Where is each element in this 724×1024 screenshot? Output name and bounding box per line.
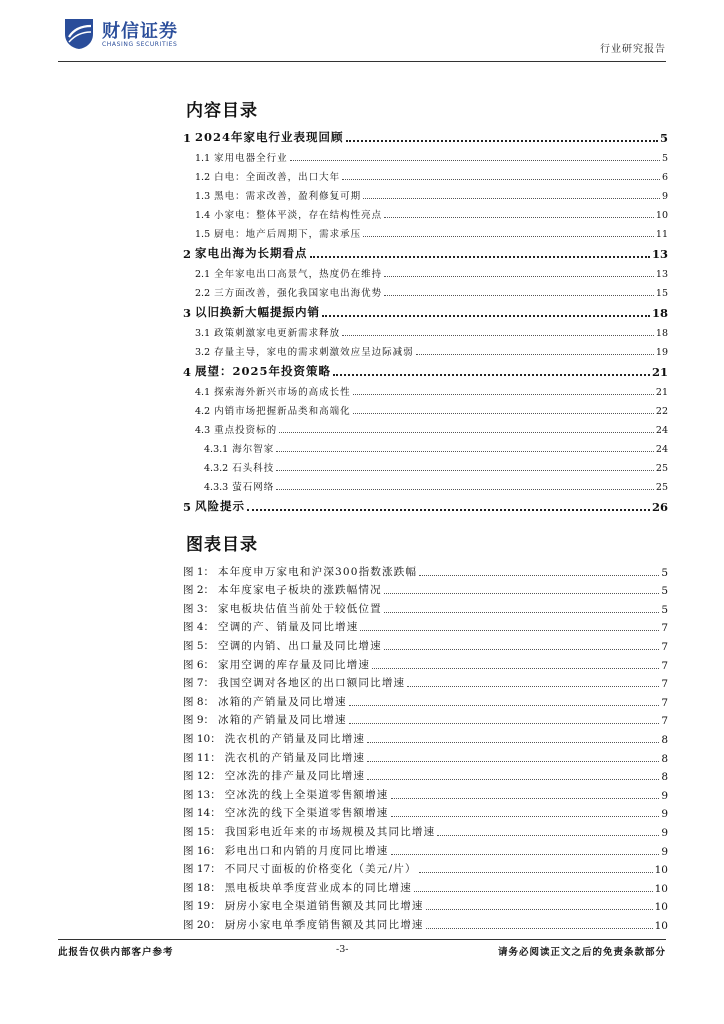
dot-leader [353,412,654,414]
toc-entry-number: 2 [183,247,192,261]
figure-entry-title: 厨房小家电全渠道销售额及其同比增速 [224,900,424,913]
footer-disclaimer-left: 此报告仅供内部客户参考 [58,947,174,958]
toc-entry[interactable] [183,145,668,164]
dot-leader [279,431,654,433]
figure-entry-page: 7 [661,659,668,672]
toc-entry-number: 1 [183,131,192,145]
toc-entry-number: 3.1 [195,328,211,339]
figure-entry-title: 本年度家电子板块的涨跌幅情况 [218,584,382,597]
toc-entry[interactable] [183,261,668,280]
toc-entry-number: 4.2 [195,406,211,417]
dot-leader [426,927,653,929]
figure-entry-label: 图 20： [183,918,221,931]
dot-leader [419,871,653,873]
figure-entry-page: 9 [661,826,668,839]
figure-entry-page: 7 [661,622,668,635]
dot-leader [372,667,659,669]
dot-leader [276,488,654,490]
toc-entry-title: 存量主导，家电的需求刺激效应呈边际减弱 [214,347,414,358]
figure-entry[interactable] [183,839,668,858]
dot-leader [360,629,659,631]
figure-entry[interactable] [183,783,668,802]
figure-entry[interactable] [183,858,668,877]
toc-entry-title: 政策刺激家电更新需求释放 [214,328,341,339]
toc-entry[interactable] [183,240,668,261]
figure-entry[interactable] [183,672,668,691]
figure-entry-page: 9 [661,808,668,821]
dot-leader [290,159,660,161]
figure-entry-title: 洗衣机的产销量及同比增速 [224,732,366,745]
toc-entry-title: 全年家电出口高景气，热度仍在维持 [214,269,383,280]
figure-entry-page: 8 [661,733,668,746]
toc-entry-number: 3.2 [195,347,211,358]
figure-entry-page: 8 [661,771,668,784]
toc-entry-title: 风险提示 [195,499,246,513]
figure-entry-label: 图 4： [183,621,215,634]
toc-entry-number: 2.1 [195,269,211,280]
toc-entry-page: 21 [651,365,668,379]
figure-entry[interactable] [183,820,668,839]
figure-entry-label: 图 13： [183,788,221,801]
logo-chinese-name: 财信证券 [102,21,178,42]
dot-leader [276,450,654,452]
toc-entry-number: 1.3 [195,191,211,202]
dot-leader [367,778,659,780]
figure-entry-title: 本年度申万家电和沪深300指数涨跌幅 [218,565,418,578]
toc-entry-title: 白电：全面改善，出口大年 [214,172,341,183]
figure-entry-page: 7 [661,715,668,728]
toc-entry[interactable] [183,124,668,145]
toc-entry-number: 5 [183,500,192,514]
toc-entry[interactable] [183,320,668,339]
figure-entry[interactable] [183,634,668,653]
toc-entry-number: 1.1 [195,153,211,164]
toc-entry-title: 海尔智家 [232,444,275,455]
toc-entry-title: 石头科技 [232,463,275,474]
figure-entry-page: 9 [661,845,668,858]
dot-leader [416,353,654,355]
figure-entry-title: 家电板块估值当前处于较低位置 [218,602,382,615]
toc-entry-page: 22 [655,406,668,417]
figure-entry-label: 图 3： [183,602,215,615]
toc-entry[interactable] [183,493,668,514]
dot-leader [363,235,654,237]
toc-entry-title: 萤石网络 [232,482,275,493]
toc-entry-title: 以旧换新大幅提振内销 [195,305,321,319]
dot-leader [346,139,658,142]
toc-entry-title: 探索海外新兴市场的高成长性 [214,387,351,398]
figure-entry-label: 图 14： [183,807,221,820]
toc-entry[interactable] [183,299,668,320]
figure-entry[interactable] [183,709,668,728]
dot-leader [342,178,660,180]
figure-entry[interactable] [183,597,668,616]
toc-entry-number: 4.3.2 [204,463,229,474]
toc-entry[interactable] [183,280,668,299]
report-type-label: 行业研究报告 [600,44,666,55]
toc-entry-page: 24 [655,425,668,436]
toc-entry-number: 2.2 [195,288,211,299]
figure-entry-label: 图 10： [183,732,221,745]
figure-entry-page: 5 [661,566,668,579]
figure-entry[interactable] [183,913,668,932]
dot-leader [349,722,660,724]
toc-entry-page: 5 [661,153,668,164]
chasing-securities-logo-icon [62,16,96,50]
dot-leader [419,574,659,576]
figure-entry-label: 图 19： [183,900,221,913]
toc-entry[interactable] [183,455,668,474]
figure-entry-title: 厨房小家电单季度销售额及其同比增速 [224,918,424,931]
toc-entry[interactable] [183,474,668,493]
figures-title: 图表目录 [186,535,258,555]
toc-entry-title: 黑电：需求改善，盈利修复可期 [214,191,362,202]
toc-entry-number: 1.2 [195,172,211,183]
toc-entry[interactable] [183,164,668,183]
toc-entry[interactable] [183,221,668,240]
dot-leader [384,648,659,650]
figure-entry-title: 彩电出口和内销的月度同比增速 [224,844,389,857]
figure-entry-title: 空冰洗的排产量及同比增速 [224,770,366,783]
figure-entry-title: 冰箱的产销量及同比增速 [218,695,347,708]
dot-leader [426,908,653,910]
figure-entry-label: 图 18： [183,881,221,894]
figure-entry[interactable] [183,765,668,784]
figure-entry-page: 10 [654,919,668,932]
figure-entry-page: 8 [661,752,668,765]
toc-entry-number: 4.1 [195,387,211,398]
toc-entry-number: 1.4 [195,210,211,221]
figure-entry-page: 9 [661,789,668,802]
page-number: -3- [336,944,349,955]
toc-entry-page: 21 [655,387,668,398]
figure-entry[interactable] [183,895,668,914]
figure-entry-title: 黑电板块单季度营业成本的同比增速 [224,881,412,894]
toc-entry-number: 4.3.1 [204,444,229,455]
figure-entry-title: 我国空调对各地区的出口额同比增速 [218,677,406,690]
toc-entry-title: 小家电：整体平淡，存在结构性亮点 [214,210,383,221]
figure-entry-title: 空调的内销、出口量及同比增速 [218,639,382,652]
toc-entry-number: 3 [183,306,192,320]
toc-entry-number: 1.5 [195,229,211,240]
figure-entry-label: 图 12： [183,770,221,783]
footer-disclaimer-right: 请务必阅读正文之后的免责条款部分 [497,947,666,958]
figure-entry-title: 我国彩电近年来的市场规模及其同比增速 [224,825,436,838]
dot-leader [363,197,660,199]
figure-entry[interactable] [183,727,668,746]
figure-entry-page: 7 [661,696,668,709]
toc-entry-title: 重点投资标的 [214,425,278,436]
toc-entry-page: 6 [661,172,668,183]
toc-title: 内容目录 [186,101,258,121]
dot-leader [384,294,654,296]
figure-entry-label: 图 1： [183,565,215,578]
list-of-figures [183,560,668,932]
figure-entry-page: 7 [661,640,668,653]
toc-entry[interactable] [183,379,668,398]
toc-entry[interactable] [183,202,668,221]
dot-leader [349,704,660,706]
table-of-contents [183,124,668,514]
dot-leader [391,797,660,799]
page-header [0,0,724,66]
figure-entry[interactable] [183,653,668,672]
dot-leader [414,890,653,892]
toc-entry-number: 4 [183,365,192,379]
footer-divider [58,939,666,940]
figure-entry-page: 10 [654,901,668,914]
toc-entry-page: 9 [661,191,668,202]
dot-leader [391,815,660,817]
toc-entry-title: 2024年家电行业表现回顾 [195,130,344,144]
dot-leader [367,741,659,743]
dot-leader [384,592,659,594]
toc-entry-title: 家电出海为长期看点 [195,246,308,260]
figure-entry-label: 图 9： [183,714,215,727]
toc-entry-title: 厨电：地产后周期下，需求承压 [214,229,362,240]
figure-entry[interactable] [183,616,668,635]
dot-leader [437,834,659,836]
figure-entry-page: 7 [661,678,668,691]
figure-entry-label: 图 15： [183,825,221,838]
toc-entry-page: 24 [655,444,668,455]
figure-entry-title: 空调的产、销量及同比增速 [218,621,359,634]
toc-entry[interactable] [183,339,668,358]
dot-leader [407,685,659,687]
dot-leader [384,216,654,218]
toc-entry-title: 三方面改善，强化我国家电出海优势 [214,288,383,299]
toc-entry-title: 家用电器全行业 [214,153,288,164]
figure-entry-label: 图 6： [183,658,215,671]
toc-entry-number: 4.3.3 [204,482,229,493]
figure-entry-label: 图 7： [183,677,215,690]
toc-entry-title: 内销市场把握新品类和高端化 [214,406,351,417]
dot-leader [353,393,654,395]
toc-entry[interactable] [183,398,668,417]
figure-entry-title: 冰箱的产销量及同比增速 [218,714,347,727]
figure-entry-label: 图 16： [183,844,221,857]
dot-leader [384,275,654,277]
toc-entry-number: 4.3 [195,425,211,436]
figure-entry-page: 10 [654,882,668,895]
toc-entry-page: 26 [651,500,668,514]
dot-leader [322,314,650,317]
toc-entry-page: 25 [655,463,668,474]
figure-entry-label: 图 5： [183,639,215,652]
figure-entry-title: 空冰洗的线下全渠道零售额增速 [224,807,389,820]
toc-entry-page: 19 [655,347,668,358]
dot-leader [342,334,654,336]
figure-entry-label: 图 17： [183,863,221,876]
dot-leader [333,373,650,376]
toc-entry-page: 11 [655,229,668,240]
figure-entry-page: 5 [661,585,668,598]
figure-entry-page: 10 [654,864,668,877]
figure-entry[interactable] [183,560,668,579]
header-divider [58,61,666,62]
toc-entry[interactable] [183,417,668,436]
figure-entry-title: 空冰洗的线上全渠道零售额增速 [224,788,389,801]
toc-entry-page: 13 [651,247,668,261]
dot-leader [367,760,659,762]
dot-leader [276,469,654,471]
toc-entry[interactable] [183,436,668,455]
dot-leader [247,508,650,511]
figure-entry-page: 5 [661,603,668,616]
dot-leader [384,611,659,613]
figure-entry-label: 图 8： [183,695,215,708]
figure-entry[interactable] [183,690,668,709]
figure-entry-title: 不同尺寸面板的价格变化（美元/片） [224,863,417,876]
toc-entry-title: 展望：2025年投资策略 [195,364,332,378]
figure-entry[interactable] [183,876,668,895]
toc-entry-page: 25 [655,482,668,493]
toc-entry-page: 13 [655,269,668,280]
dot-leader [310,255,650,258]
figure-entry[interactable] [183,802,668,821]
toc-entry-page: 5 [659,131,668,145]
logo-english-name: CHASING SECURITIES [102,41,178,48]
toc-entry-page: 15 [655,288,668,299]
figure-entry-title: 家用空调的库存量及同比增速 [218,658,371,671]
figure-entry-label: 图 2： [183,584,215,597]
toc-entry[interactable] [183,183,668,202]
toc-entry-page: 18 [655,328,668,339]
figure-entry[interactable] [183,579,668,598]
toc-entry-page: 18 [651,306,668,320]
toc-entry-page: 10 [655,210,668,221]
figure-entry-label: 图 11： [183,751,221,764]
figure-entry[interactable] [183,746,668,765]
dot-leader [391,853,660,855]
figure-entry-title: 洗衣机的产销量及同比增速 [224,751,366,764]
company-logo [62,14,192,54]
toc-entry[interactable] [183,358,668,379]
